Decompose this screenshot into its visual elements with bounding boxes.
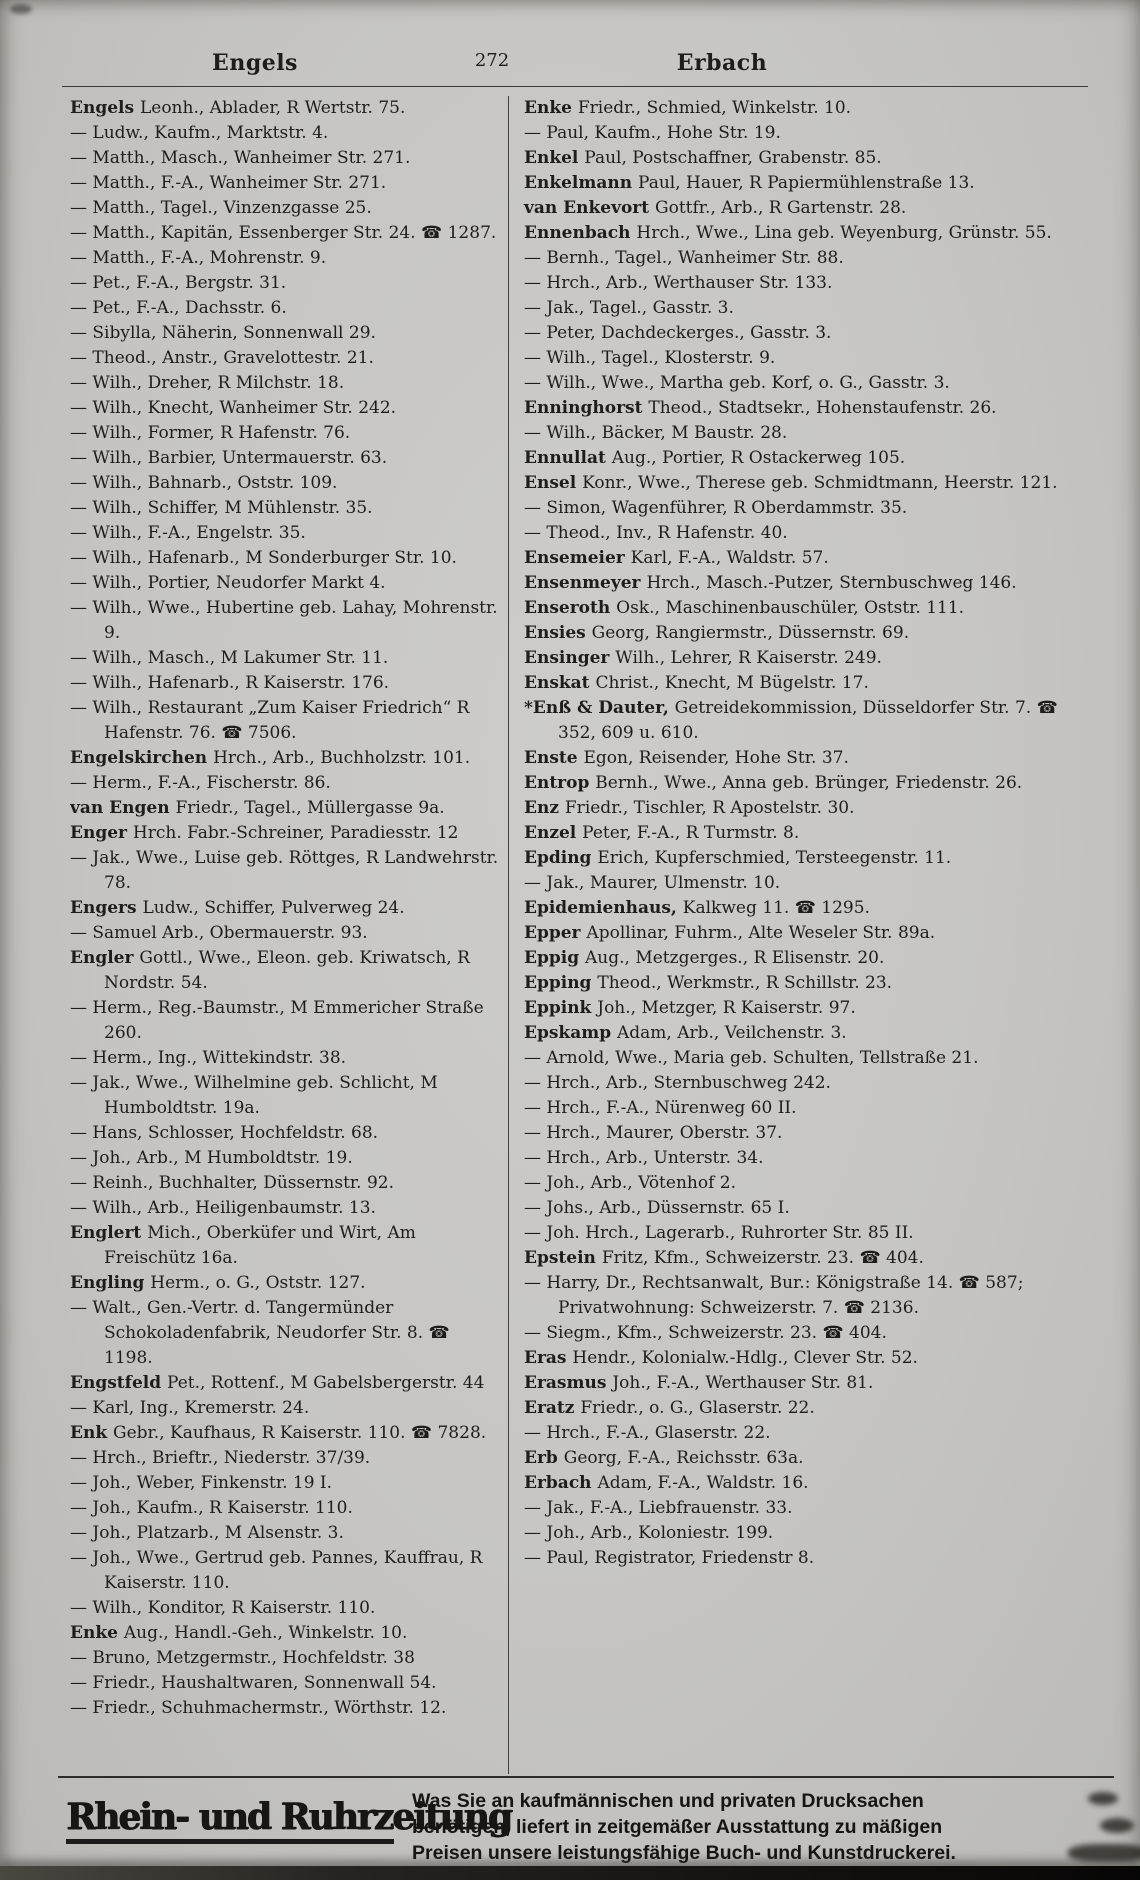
directory-entry bbox=[70, 596, 502, 646]
entry-surname: Ensemeier bbox=[524, 548, 631, 568]
directory-entry bbox=[70, 1071, 502, 1121]
entry-surname: van Engen bbox=[70, 798, 176, 818]
entry-text: Friedr., Schmied, Winkelstr. 10. bbox=[577, 98, 852, 118]
directory-entry bbox=[70, 171, 502, 196]
directory-entry bbox=[70, 1646, 502, 1671]
entry-text: — Theod., Anstr., Gravelottestr. 21. bbox=[70, 348, 374, 368]
directory-entry bbox=[70, 1221, 502, 1271]
entry-text: Fritz, Kfm., Schweizerstr. 23. ☎ 404. bbox=[601, 1248, 924, 1268]
entry-surname: Enk bbox=[70, 1423, 114, 1443]
header-right-title: Erbach bbox=[676, 50, 768, 76]
directory-entry bbox=[70, 996, 502, 1046]
entry-text: — Hrch., F.-A., Nürenweg 60 II. bbox=[524, 1098, 797, 1118]
directory-entry bbox=[70, 1621, 502, 1646]
directory-entry bbox=[70, 846, 502, 896]
directory-entry bbox=[70, 646, 502, 671]
directory-entry bbox=[524, 196, 1084, 221]
entry-text: — Wilh., Bäcker, M Baustr. 28. bbox=[524, 423, 788, 443]
entry-text: Ludw., Schiffer, Pulverweg 24. bbox=[142, 898, 405, 918]
right-column bbox=[515, 96, 1084, 1774]
entry-text: Christ., Knecht, M Bügelstr. 17. bbox=[595, 673, 869, 693]
entry-text: — Joh., Arb., M Humboldtstr. 19. bbox=[70, 1148, 353, 1168]
entry-surname: Eratz bbox=[524, 1398, 581, 1418]
directory-entry bbox=[70, 1421, 502, 1446]
entry-text: — Jak., Tagel., Gasstr. 3. bbox=[524, 298, 734, 318]
entry-surname: Epding bbox=[524, 848, 598, 868]
directory-entry bbox=[70, 346, 502, 371]
entry-text: Adam, F.-A., Waldstr. 16. bbox=[597, 1473, 809, 1493]
column-divider bbox=[508, 96, 509, 1774]
directory-entry bbox=[524, 1371, 1084, 1396]
directory-entry bbox=[70, 571, 502, 596]
directory-entry bbox=[70, 946, 502, 996]
directory-entry bbox=[524, 321, 1084, 346]
directory-entry bbox=[524, 1446, 1084, 1471]
directory-entry bbox=[70, 821, 502, 846]
directory-entry bbox=[70, 1396, 502, 1421]
directory-entry bbox=[524, 796, 1084, 821]
entry-text: Friedr., o. G., Glaserstr. 22. bbox=[580, 1398, 815, 1418]
directory-entry bbox=[524, 1471, 1084, 1496]
directory-entry bbox=[70, 396, 502, 421]
ad-text-line: Preisen unsere leistungsfähige Buch- und Kunstdruckerei. bbox=[412, 1842, 956, 1864]
entry-text: Hrch., Wwe., Lina geb. Weyenburg, Grünstr. 55. bbox=[636, 223, 1052, 243]
entry-surname: *Enß & Dauter, bbox=[524, 698, 675, 718]
directory-entry bbox=[524, 596, 1084, 621]
directory-entry bbox=[70, 221, 502, 246]
entry-text: — Wilh., Wwe., Hubertine geb. Lahay, Mohrenstr. 9. bbox=[70, 598, 498, 643]
directory-entry bbox=[524, 246, 1084, 271]
directory-entry bbox=[70, 1446, 502, 1471]
directory-entry bbox=[524, 446, 1084, 471]
directory-entry bbox=[70, 1521, 502, 1546]
entry-text: — Walt., Gen.-Vertr. d. Tangermünder Schokoladenfabrik, Neudorfer Str. 8. ☎ 1198. bbox=[70, 1298, 450, 1368]
directory-entry bbox=[70, 196, 502, 221]
entry-text: — Jak., Maurer, Ulmenstr. 10. bbox=[524, 873, 781, 893]
entry-text: Friedr., Tischler, R Apostelstr. 30. bbox=[564, 798, 855, 818]
directory-entry bbox=[70, 1121, 502, 1146]
entry-surname: Enzel bbox=[524, 823, 583, 843]
entry-surname: Epstein bbox=[524, 1248, 602, 1268]
entry-text: Joh., Metzger, R Kaiserstr. 97. bbox=[597, 998, 856, 1018]
entry-surname: Engler bbox=[70, 948, 140, 968]
entry-text: Gebr., Kaufhaus, R Kaiserstr. 110. ☎ 7828. bbox=[113, 1423, 487, 1443]
entry-surname: Ennullat bbox=[524, 448, 612, 468]
entry-text: — Joh., Weber, Finkenstr. 19 I. bbox=[70, 1473, 333, 1493]
entry-text: Kalkweg 11. ☎ 1295. bbox=[682, 898, 870, 918]
entry-text: — Jak., F.-A., Liebfrauenstr. 33. bbox=[524, 1498, 793, 1518]
entry-text: — Wilh., Hafenarb., M Sonderburger Str. 10. bbox=[70, 548, 457, 568]
left-column bbox=[70, 96, 506, 1774]
entry-surname: Entrop bbox=[524, 773, 596, 793]
entry-text: Hrch., Masch.-Putzer, Sternbuschweg 146. bbox=[646, 573, 1017, 593]
directory-entry bbox=[524, 846, 1084, 871]
entry-text: — Wilh., Restaurant „Zum Kaiser Friedrich“ R Hafenstr. 76. ☎ 7506. bbox=[70, 698, 470, 743]
directory-entry bbox=[524, 746, 1084, 771]
entry-text: — Paul, Registrator, Friedenstr 8. bbox=[524, 1548, 815, 1568]
entry-text: — Sibylla, Näherin, Sonnenwall 29. bbox=[70, 323, 376, 343]
directory-entry bbox=[524, 696, 1084, 746]
scan-smudge bbox=[1068, 1844, 1140, 1862]
entry-surname: Epskamp bbox=[524, 1023, 618, 1043]
entry-text: Konr., Wwe., Therese geb. Schmidtmann, Heerstr. 121. bbox=[582, 473, 1058, 493]
directory-entry bbox=[524, 646, 1084, 671]
entry-text: Hrch., Arb., Buchholzstr. 101. bbox=[213, 748, 471, 768]
directory-entry bbox=[524, 1421, 1084, 1446]
entry-surname: Engling bbox=[70, 1273, 151, 1293]
entry-text: — Karl, Ing., Kremerstr. 24. bbox=[70, 1398, 310, 1418]
directory-entry bbox=[524, 1271, 1084, 1321]
entry-text: — Jak., Wwe., Luise geb. Röttges, R Landwehrstr. 78. bbox=[70, 848, 499, 893]
directory-entry bbox=[70, 1696, 502, 1721]
directory-entry bbox=[524, 946, 1084, 971]
directory-entry bbox=[524, 971, 1084, 996]
ad-text-line: benötigen, liefert in zeitgemäßer Ausstattung zu mäßigen bbox=[412, 1816, 943, 1838]
directory-entry bbox=[524, 921, 1084, 946]
directory-entry bbox=[70, 521, 502, 546]
directory-entry bbox=[524, 571, 1084, 596]
directory-entry bbox=[524, 1546, 1084, 1571]
directory-entry bbox=[524, 1021, 1084, 1046]
entry-text: Herm., o. G., Oststr. 127. bbox=[150, 1273, 366, 1293]
directory-entry bbox=[524, 396, 1084, 421]
entry-text: — Arnold, Wwe., Maria geb. Schulten, Tellstraße 21. bbox=[524, 1048, 979, 1068]
directory-entry bbox=[524, 546, 1084, 571]
entry-text: — Herm., F.-A., Fischerstr. 86. bbox=[70, 773, 331, 793]
entry-surname: Epper bbox=[524, 923, 587, 943]
entry-text: — Siegm., Kfm., Schweizerstr. 23. ☎ 404. bbox=[524, 1323, 887, 1343]
directory-entry bbox=[524, 896, 1084, 921]
entry-surname: Enkel bbox=[524, 148, 585, 168]
directory-entry bbox=[524, 771, 1084, 796]
entry-text: Gottfr., Arb., R Gartenstr. 28. bbox=[655, 198, 907, 218]
entry-text: — Paul, Kaufm., Hohe Str. 19. bbox=[524, 123, 781, 143]
directory-entry bbox=[524, 1521, 1084, 1546]
entry-text: Leonh., Ablader, R Wertstr. 75. bbox=[139, 98, 406, 118]
entry-surname: Eppig bbox=[524, 948, 585, 968]
ad-divider-rule bbox=[58, 1776, 1114, 1778]
entry-text: — Johs., Arb., Düssernstr. 65 I. bbox=[524, 1198, 790, 1218]
directory-entry bbox=[70, 771, 502, 796]
entry-text: — Wilh., Konditor, R Kaiserstr. 110. bbox=[70, 1598, 376, 1618]
entry-text: — Harry, Dr., Rechtsanwalt, Bur.: Königstraße 14. ☎ 587; Privatwohnung: Schweizerstr. 7. ☎ 2136. bbox=[524, 1273, 1024, 1318]
entry-text: — Theod., Inv., R Hafenstr. 40. bbox=[524, 523, 788, 543]
entry-text: Joh., F.-A., Werthauser Str. 81. bbox=[612, 1373, 874, 1393]
entry-text: Georg, F.-A., Reichsstr. 63a. bbox=[563, 1448, 804, 1468]
directory-entry bbox=[70, 321, 502, 346]
directory-entry bbox=[70, 271, 502, 296]
entry-text: Pet., Rottenf., M Gabelsbergerstr. 44 bbox=[167, 1373, 485, 1393]
directory-entry bbox=[524, 1196, 1084, 1221]
entry-text: Theod., Werkmstr., R Schillstr. 23. bbox=[597, 973, 893, 993]
entry-surname: Ensenmeyer bbox=[524, 573, 647, 593]
directory-entry bbox=[524, 121, 1084, 146]
directory-entry bbox=[524, 496, 1084, 521]
entry-text: — Wilh., Dreher, R Milchstr. 18. bbox=[70, 373, 345, 393]
entry-text: Apollinar, Fuhrm., Alte Weseler Str. 89a. bbox=[586, 923, 936, 943]
entry-text: — Matth., F.-A., Mohrenstr. 9. bbox=[70, 248, 327, 268]
entry-text: Aug., Portier, R Ostackerweg 105. bbox=[611, 448, 906, 468]
directory-entry bbox=[524, 1096, 1084, 1121]
directory-entry bbox=[70, 146, 502, 171]
directory-entry bbox=[524, 621, 1084, 646]
directory-entry bbox=[524, 1146, 1084, 1171]
entry-surname: Eppink bbox=[524, 998, 598, 1018]
entry-text: Hrch. Fabr.-Schreiner, Paradiesstr. 12 bbox=[132, 823, 459, 843]
entry-text: — Wilh., F.-A., Engelstr. 35. bbox=[70, 523, 306, 543]
entry-surname: Enninghorst bbox=[524, 398, 649, 418]
entry-surname: Erasmus bbox=[524, 1373, 613, 1393]
directory-entry bbox=[524, 421, 1084, 446]
entry-surname: Enke bbox=[70, 1623, 124, 1643]
entry-text: — Matth., F.-A., Wanheimer Str. 271. bbox=[70, 173, 387, 193]
entry-text: — Matth., Tagel., Vinzenzgasse 25. bbox=[70, 198, 372, 218]
entry-text: Theod., Stadtsekr., Hohenstaufenstr. 26. bbox=[648, 398, 997, 418]
entry-text: Peter, F.-A., R Turmstr. 8. bbox=[582, 823, 800, 843]
directory-entry bbox=[70, 371, 502, 396]
directory-entry bbox=[70, 1471, 502, 1496]
entry-text: Getreidekommission, Düsseldorfer Str. 7. ☎ 352, 609 u. 610. bbox=[558, 698, 1058, 743]
ad-section bbox=[66, 1786, 1110, 1872]
entry-text: Osk., Maschinenbauschüler, Oststr. 111. bbox=[616, 598, 965, 618]
entry-text: Paul, Hauer, R Papiermühlenstraße 13. bbox=[638, 173, 975, 193]
entry-surname: Enger bbox=[70, 823, 133, 843]
directory-entry bbox=[524, 96, 1084, 121]
entry-text: — Joh., Arb., Vötenhof 2. bbox=[524, 1173, 737, 1193]
directory-entry bbox=[524, 146, 1084, 171]
entry-surname: Ennenbach bbox=[524, 223, 637, 243]
directory-entry bbox=[524, 1071, 1084, 1096]
entry-text: — Reinh., Buchhalter, Düssernstr. 92. bbox=[70, 1173, 395, 1193]
directory-entry bbox=[70, 1271, 502, 1296]
entry-text: — Wilh., Portier, Neudorfer Markt 4. bbox=[70, 573, 386, 593]
entry-text: — Matth., Kapitän, Essenberger Str. 24. ☎ 1287. bbox=[70, 223, 497, 243]
directory-entry bbox=[524, 171, 1084, 196]
directory-columns bbox=[70, 96, 1084, 1774]
entry-text: — Joh., Platzarb., M Alsenstr. 3. bbox=[70, 1523, 344, 1543]
entry-text: — Matth., Masch., Wanheimer Str. 271. bbox=[70, 148, 411, 168]
entry-text: Paul, Postschaffner, Grabenstr. 85. bbox=[584, 148, 882, 168]
entry-text: — Wilh., Barbier, Untermauerstr. 63. bbox=[70, 448, 388, 468]
directory-entry bbox=[70, 96, 502, 121]
entry-surname: Eras bbox=[524, 1348, 573, 1368]
directory-entry bbox=[70, 921, 502, 946]
entry-surname: Engels bbox=[70, 98, 140, 118]
directory-entry bbox=[70, 1546, 502, 1596]
bottom-scan-shadow bbox=[0, 1866, 1140, 1880]
directory-entry bbox=[524, 1346, 1084, 1371]
directory-entry bbox=[70, 1171, 502, 1196]
directory-entry bbox=[70, 796, 502, 821]
ad-text bbox=[412, 1788, 1110, 1866]
directory-entry bbox=[524, 871, 1084, 896]
entry-text: — Friedr., Schuhmachermstr., Wörthstr. 12. bbox=[70, 1698, 447, 1718]
entry-text: — Jak., Wwe., Wilhelmine geb. Schlicht, M Humboldtstr. 19a. bbox=[70, 1073, 438, 1118]
entry-text: — Herm., Reg.-Baumstr., M Emmericher Straße 260. bbox=[70, 998, 484, 1043]
directory-entry bbox=[70, 896, 502, 921]
entry-text: — Joh., Arb., Koloniestr. 199. bbox=[524, 1523, 774, 1543]
entry-text: — Wilh., Bahnarb., Oststr. 109. bbox=[70, 473, 338, 493]
entry-text: — Hrch., Arb., Werthauser Str. 133. bbox=[524, 273, 833, 293]
entry-surname: Epidemienhaus, bbox=[524, 898, 683, 918]
entry-surname: Englert bbox=[70, 1223, 148, 1243]
entry-surname: Enz bbox=[524, 798, 565, 818]
entry-text: — Peter, Dachdeckerges., Gasstr. 3. bbox=[524, 323, 832, 343]
directory-entry bbox=[70, 471, 502, 496]
entry-text: — Wilh., Masch., M Lakumer Str. 11. bbox=[70, 648, 389, 668]
ad-text-line: Was Sie an kaufmännischen und privaten Drucksachen bbox=[412, 1790, 924, 1812]
directory-entry bbox=[70, 671, 502, 696]
directory-entry bbox=[70, 296, 502, 321]
entry-surname: Engelskirchen bbox=[70, 748, 214, 768]
entry-text: — Pet., F.-A., Dachsstr. 6. bbox=[70, 298, 287, 318]
entry-surname: Ensies bbox=[524, 623, 592, 643]
scan-smudge bbox=[1100, 1818, 1134, 1833]
directory-entry bbox=[524, 1121, 1084, 1146]
entry-text: — Hrch., Arb., Sternbuschweg 242. bbox=[524, 1073, 831, 1093]
directory-entry bbox=[524, 471, 1084, 496]
entry-text: Friedr., Tagel., Müllergasse 9a. bbox=[175, 798, 445, 818]
entry-surname: Ensel bbox=[524, 473, 583, 493]
directory-entry bbox=[70, 496, 502, 521]
entry-text: Gottl., Wwe., Eleon. geb. Kriwatsch, R Nordstr. 54. bbox=[104, 948, 470, 993]
entry-text: — Hrch., Brieftr., Niederstr. 37/39. bbox=[70, 1448, 371, 1468]
scan-corner-mark bbox=[10, 4, 32, 14]
entry-text: — Friedr., Haushaltwaren, Sonnenwall 54. bbox=[70, 1673, 437, 1693]
entry-surname: Engstfeld bbox=[70, 1373, 168, 1393]
directory-entry bbox=[70, 546, 502, 571]
directory-entry bbox=[524, 1396, 1084, 1421]
directory-entry bbox=[524, 521, 1084, 546]
entry-text: — Bruno, Metzgermstr., Hochfeldstr. 38 bbox=[70, 1648, 415, 1668]
entry-text: — Joh. Hrch., Lagerarb., Ruhrorter Str. 85 II. bbox=[524, 1223, 914, 1243]
header-rule bbox=[62, 86, 1088, 87]
directory-entry bbox=[524, 1321, 1084, 1346]
entry-text: — Herm., Ing., Wittekindstr. 38. bbox=[70, 1048, 347, 1068]
directory-entry bbox=[70, 121, 502, 146]
entry-text: — Ludw., Kaufm., Marktstr. 4. bbox=[70, 123, 329, 143]
header-left-title: Engels bbox=[212, 50, 298, 76]
entry-text: Hendr., Kolonialw.-Hdlg., Clever Str. 52. bbox=[572, 1348, 918, 1368]
entry-text: — Wilh., Former, R Hafenstr. 76. bbox=[70, 423, 351, 443]
entry-text: Aug., Handl.-Geh., Winkelstr. 10. bbox=[123, 1623, 408, 1643]
entry-text: Bernh., Wwe., Anna geb. Brünger, Friedenstr. 26. bbox=[595, 773, 1023, 793]
entry-text: Adam, Arb., Veilchenstr. 3. bbox=[617, 1023, 847, 1043]
entry-text: Egon, Reisender, Hohe Str. 37. bbox=[583, 748, 849, 768]
entry-surname: Erbach bbox=[524, 1473, 598, 1493]
entry-text: — Bernh., Tagel., Wanheimer Str. 88. bbox=[524, 248, 844, 268]
entry-text: — Joh., Wwe., Gertrud geb. Pannes, Kauffrau, R Kaiserstr. 110. bbox=[70, 1548, 483, 1593]
entry-text: — Hrch., Arb., Unterstr. 34. bbox=[524, 1148, 764, 1168]
directory-entry bbox=[70, 1296, 502, 1371]
entry-text: — Samuel Arb., Obermauerstr. 93. bbox=[70, 923, 368, 943]
directory-entry bbox=[524, 996, 1084, 1021]
directory-entry bbox=[524, 1246, 1084, 1271]
directory-entry bbox=[70, 1046, 502, 1071]
directory-entry bbox=[70, 1596, 502, 1621]
entry-text: — Wilh., Schiffer, M Mühlenstr. 35. bbox=[70, 498, 373, 518]
entry-surname: Erb bbox=[524, 1448, 564, 1468]
entry-surname: Ensinger bbox=[524, 648, 616, 668]
entry-text: — Simon, Wagenführer, R Oberdammstr. 35. bbox=[524, 498, 908, 518]
entry-text: — Hans, Schlosser, Hochfeldstr. 68. bbox=[70, 1123, 379, 1143]
entry-text: — Wilh., Hafenarb., R Kaiserstr. 176. bbox=[70, 673, 390, 693]
directory-entry bbox=[70, 246, 502, 271]
entry-surname: Enste bbox=[524, 748, 584, 768]
entry-text: — Hrch., F.-A., Glaserstr. 22. bbox=[524, 1423, 771, 1443]
directory-entry bbox=[70, 1146, 502, 1171]
directory-entry bbox=[70, 1496, 502, 1521]
ad-brand-logo: Rhein- und Ruhrzeitung bbox=[66, 1798, 394, 1844]
directory-entry bbox=[70, 1196, 502, 1221]
directory-entry bbox=[524, 821, 1084, 846]
directory-entry bbox=[70, 1671, 502, 1696]
directory-entry bbox=[524, 671, 1084, 696]
entry-surname: van Enkevort bbox=[524, 198, 656, 218]
entry-text: — Pet., F.-A., Bergstr. 31. bbox=[70, 273, 287, 293]
entry-text: — Hrch., Maurer, Oberstr. 37. bbox=[524, 1123, 783, 1143]
directory-entry bbox=[524, 271, 1084, 296]
entry-text: Erich, Kupferschmied, Tersteegenstr. 11. bbox=[597, 848, 952, 868]
entry-text: Aug., Metzgerges., R Elisenstr. 20. bbox=[585, 948, 885, 968]
entry-surname: Enskat bbox=[524, 673, 596, 693]
directory-entry bbox=[70, 446, 502, 471]
scan-smudge bbox=[1088, 1792, 1118, 1805]
entry-surname: Epping bbox=[524, 973, 598, 993]
entry-text: — Wilh., Wwe., Martha geb. Korf, o. G., Gasstr. 3. bbox=[524, 373, 950, 393]
entry-text: Georg, Rangiermstr., Düssernstr. 69. bbox=[591, 623, 910, 643]
entry-surname: Enke bbox=[524, 98, 578, 118]
directory-entry bbox=[70, 1371, 502, 1396]
entry-text: — Wilh., Tagel., Klosterstr. 9. bbox=[524, 348, 776, 368]
directory-entry bbox=[524, 1221, 1084, 1246]
entry-text: — Joh., Kaufm., R Kaiserstr. 110. bbox=[70, 1498, 353, 1518]
directory-entry bbox=[524, 296, 1084, 321]
entry-text: — Wilh., Arb., Heiligenbaumstr. 13. bbox=[70, 1198, 376, 1218]
directory-entry bbox=[70, 696, 502, 746]
directory-entry bbox=[524, 346, 1084, 371]
entry-surname: Engers bbox=[70, 898, 143, 918]
directory-entry bbox=[70, 746, 502, 771]
page-number: 272 bbox=[474, 50, 510, 71]
entry-surname: Enkelmann bbox=[524, 173, 639, 193]
entry-text: Karl, F.-A., Waldstr. 57. bbox=[630, 548, 829, 568]
directory-entry bbox=[524, 1496, 1084, 1521]
directory-entry bbox=[70, 421, 502, 446]
directory-entry bbox=[524, 1046, 1084, 1071]
directory-entry bbox=[524, 371, 1084, 396]
directory-entry bbox=[524, 221, 1084, 246]
entry-text: — Wilh., Knecht, Wanheimer Str. 242. bbox=[70, 398, 397, 418]
entry-surname: Enseroth bbox=[524, 598, 617, 618]
directory-entry bbox=[524, 1171, 1084, 1196]
entry-text: Wilh., Lehrer, R Kaiserstr. 249. bbox=[615, 648, 882, 668]
entry-text: Mich., Oberküfer und Wirt, Am Freischütz 16a. bbox=[104, 1223, 416, 1268]
